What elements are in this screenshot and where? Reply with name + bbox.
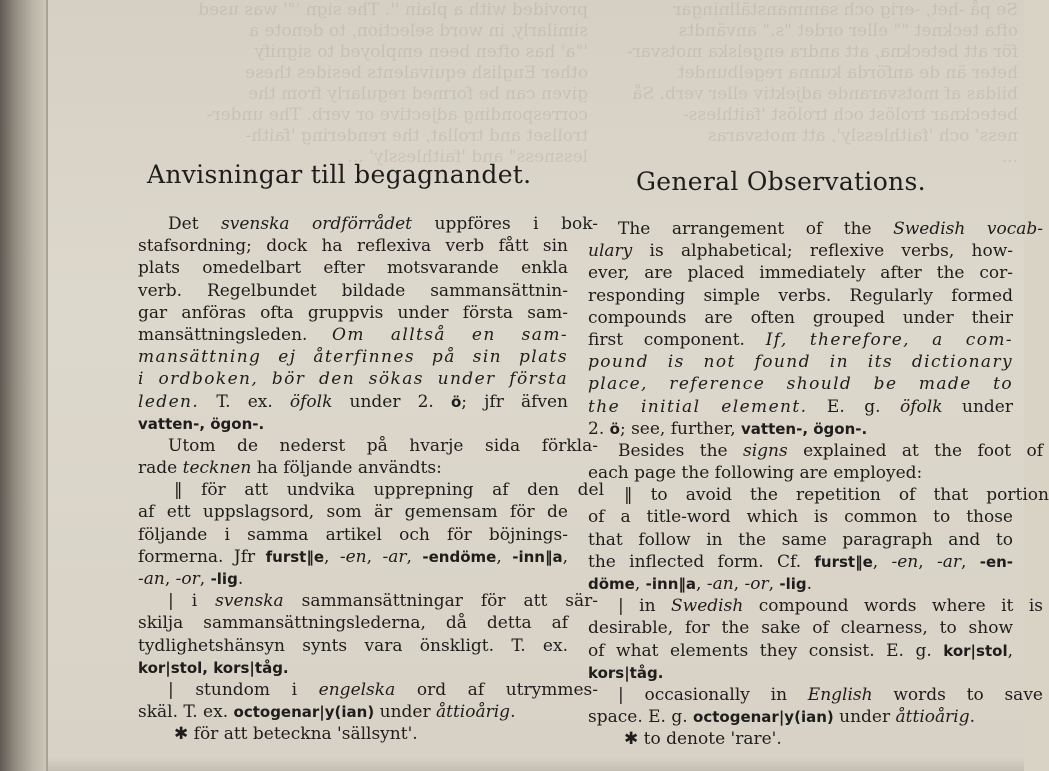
- text-run: ‖ för att undvika upprepning af den del: [174, 480, 604, 501]
- text-run: åttioårig: [436, 702, 511, 723]
- text-line: [138, 391, 568, 413]
- text-line: [138, 435, 598, 457]
- english-text: [588, 218, 1049, 751]
- text-line: [138, 501, 568, 523]
- text-run: svenska: [215, 591, 284, 612]
- text-run: desirable, for the sake of clearness, to show: [588, 618, 1013, 639]
- text-line: [138, 457, 568, 479]
- text-run: .: [969, 707, 975, 728]
- text-line: [588, 640, 1013, 662]
- text-run: octogenar|y(ian): [693, 708, 834, 727]
- text-run: ö: [609, 419, 620, 438]
- text-run: öfolk: [289, 391, 333, 412]
- text-run: ✱ to denote 'rare'.: [624, 729, 782, 750]
- text-run: that follow in the same paragraph and to: [588, 529, 1013, 550]
- text-run: leden.: [138, 391, 200, 412]
- text-line: [138, 368, 568, 390]
- text-run: ulary: [588, 241, 633, 262]
- text-run: ,: [1007, 640, 1013, 661]
- text-run: ,: [164, 569, 176, 589]
- text-run: | in: [618, 596, 672, 617]
- text-line: [138, 213, 598, 235]
- text-line: [138, 235, 568, 257]
- text-run: ,: [733, 574, 745, 594]
- show-through-line: corresponding adjective or verb. The under-: [206, 105, 588, 125]
- text-line: [588, 684, 1043, 706]
- text-run: ever, are placed immediately after the cor-: [588, 263, 1013, 284]
- text-line: [588, 551, 1013, 573]
- text-run: .: [510, 702, 516, 723]
- text-line: [138, 568, 568, 590]
- text-line: [588, 418, 1013, 440]
- text-line: [588, 240, 1013, 262]
- text-run: kor|stol: [943, 641, 1008, 660]
- text-run: följande i samma artikel och för böjnings-: [138, 524, 568, 545]
- text-run: kors|tåg.: [588, 663, 664, 682]
- show-through-line: similarly, in word selection, to denote a: [248, 21, 588, 41]
- show-through-line: lessness" and 'faithlessly' ...: [347, 147, 588, 167]
- text-run: skäl. T. ex.: [138, 702, 234, 723]
- text-run: sammansättningar för att sär-: [283, 591, 598, 612]
- text-run: .: [237, 569, 244, 589]
- text-run: Swedish: [671, 596, 744, 617]
- show-through-line: '"a' has often been employed to signify: [254, 42, 588, 62]
- text-run: Besides the: [618, 440, 743, 461]
- text-run: mansättningsleden.: [138, 324, 333, 345]
- show-through-line: given can be formed regularly from the: [248, 84, 588, 104]
- text-line: [138, 280, 568, 302]
- text-run: ,: [634, 574, 646, 594]
- text-line: [588, 462, 1013, 484]
- text-run: The arrangement of the: [618, 219, 894, 239]
- show-through-line: bildas af motsvarande adjektiv eller verb. Så: [632, 84, 1018, 104]
- text-run: is alphabetical; reflexive verbs, how-: [632, 241, 1013, 262]
- text-line: [138, 657, 568, 679]
- text-run: furst‖e: [814, 552, 873, 571]
- text-run: stafsordning; dock ha reflexiva verb fått sin: [138, 236, 568, 257]
- text-run: furst‖e: [265, 547, 324, 566]
- show-through-right: [588, 0, 1018, 167]
- text-run: Swedish vocab-: [893, 219, 1043, 239]
- text-run: ,: [562, 546, 568, 567]
- text-run: Utom de nederst på hvarje sida förkla-: [168, 435, 598, 456]
- text-run: uppföres i bok-: [412, 214, 598, 234]
- text-run: verb. Regelbundet bildade sammansättnin-: [138, 280, 568, 301]
- text-run: döme: [588, 575, 635, 593]
- text-run: ord af utrymmes-: [395, 679, 598, 700]
- text-run: signs: [743, 440, 788, 461]
- text-run: -inn‖a: [512, 547, 563, 566]
- show-through-line: för att beteckna, att andra engelska motsvar-: [626, 42, 1018, 62]
- text-run: first component.: [588, 329, 766, 350]
- text-run: -inn‖a: [645, 575, 697, 593]
- text-run: compounds are often grouped under their: [588, 307, 1013, 328]
- text-run: | occasionally in: [618, 684, 808, 705]
- text-line: [588, 218, 1043, 240]
- text-run: ö: [450, 392, 462, 411]
- dictionary-page: [48, 0, 1049, 771]
- text-line: [588, 329, 1013, 351]
- text-run: mansättning ej återfinnes på sin plats: [138, 347, 568, 368]
- text-line: [138, 590, 598, 612]
- text-run: kor|stol, kors|tåg.: [138, 658, 289, 677]
- text-run: engelska: [318, 679, 396, 700]
- text-run: formerna. Jfr: [138, 546, 266, 567]
- text-line: [138, 346, 568, 368]
- text-run: -lig: [210, 570, 238, 588]
- text-line: [588, 484, 1049, 506]
- text-line: [138, 524, 568, 546]
- text-run: tydlighetshänsyn synts vara önskligt. T. ex.: [138, 635, 568, 656]
- swedish-text: [138, 213, 604, 746]
- text-line: [588, 728, 1049, 750]
- text-line: [588, 396, 1013, 418]
- english-heading: General Observations.: [636, 167, 926, 196]
- text-line: [588, 351, 1013, 373]
- text-run: ,: [768, 574, 780, 594]
- text-run: -endöme: [422, 547, 497, 566]
- text-run: -en: [891, 551, 919, 572]
- text-line: [588, 373, 1013, 395]
- text-run: octogenar|y(ian): [233, 703, 375, 722]
- text-run: T. ex.: [199, 391, 290, 412]
- text-run: responding simple verbs. Regularly formed: [588, 285, 1013, 306]
- show-through-line: heter än de anförda kunna regelbundet: [677, 63, 1018, 83]
- text-run: ,: [324, 546, 340, 567]
- text-run: åttioårig: [895, 707, 970, 728]
- text-line: [588, 262, 1013, 284]
- text-run: .: [806, 574, 813, 594]
- text-run: tecknen: [182, 458, 252, 479]
- text-run: under: [942, 396, 1013, 417]
- text-run: space. E. g.: [588, 707, 694, 728]
- text-run: place, reference should be made to: [588, 374, 1013, 395]
- text-run: vatten-, ögon-.: [138, 414, 265, 433]
- text-run: pound is not found in its dictionary: [588, 352, 1013, 373]
- text-line: [138, 479, 604, 501]
- text-line: [588, 506, 1013, 528]
- text-run: ,: [366, 546, 383, 567]
- show-through-line: other English equivalents besides these: [244, 63, 588, 83]
- text-run: | i: [168, 591, 216, 612]
- text-run: -ar: [936, 551, 961, 572]
- text-line: [138, 635, 568, 657]
- page-shadow: [48, 757, 1024, 771]
- text-run: each page the following are employed:: [588, 463, 923, 484]
- text-run: ,: [696, 574, 707, 594]
- text-run: öfolk: [900, 396, 943, 417]
- text-run: ,: [961, 551, 980, 572]
- text-run: ,: [406, 546, 423, 567]
- text-run: of what elements they consist. E. g.: [588, 640, 944, 661]
- show-through-line: Se på -het, -erig och sammanställningar: [673, 0, 1018, 20]
- text-line: [138, 612, 568, 634]
- text-run: under: [833, 707, 896, 728]
- text-run: ; jfr äfven: [461, 391, 568, 412]
- show-through-line: provided with a plain ''. The sign '"' was used: [198, 0, 588, 20]
- text-line: [588, 440, 1043, 462]
- text-run: of a title-word which is common to those: [588, 507, 1013, 528]
- text-run: -or: [175, 569, 200, 589]
- text-run: -an: [706, 574, 734, 594]
- text-line: [138, 679, 598, 701]
- text-run: gar anföras ofta gruppvis under första sam-: [138, 302, 568, 323]
- text-line: [138, 324, 568, 346]
- text-run: If, therefore, a com-: [765, 329, 1013, 350]
- text-run: rade: [138, 458, 183, 479]
- show-through-line: ness' och 'faithlessly', att motsvaras: [707, 126, 1018, 146]
- book-gutter: [0, 0, 46, 771]
- text-run: plats omedelbart efter motsvarande enkla: [138, 258, 568, 279]
- text-run: ha följande användts:: [251, 458, 442, 479]
- text-run: -an: [138, 569, 165, 589]
- text-run: the inflected form. Cf.: [588, 551, 815, 572]
- text-line: [588, 662, 1013, 684]
- text-run: 2.: [588, 418, 610, 439]
- text-line: [588, 706, 1013, 728]
- text-run: | stundom i: [168, 679, 319, 700]
- text-line: [588, 573, 1013, 595]
- swedish-heading: Anvisningar till begagnandet.: [147, 160, 532, 189]
- text-run: ,: [918, 551, 937, 572]
- text-run: under: [374, 702, 436, 723]
- text-run: ‖ to avoid the repetition of that portion: [624, 485, 1049, 506]
- text-run: compound words where it is: [743, 596, 1043, 617]
- text-run: explained at the foot of: [787, 440, 1043, 461]
- show-through-left: [158, 0, 588, 167]
- text-run: ; see, further,: [619, 418, 741, 439]
- show-through-line: betecknar trolöst och trolöst 'faithless-: [682, 105, 1018, 125]
- text-run: svenska ordförrådet: [221, 214, 412, 234]
- text-run: E. g.: [807, 396, 901, 417]
- text-run: English: [807, 684, 873, 705]
- text-run: i ordboken, bör den sökas under första: [138, 369, 568, 390]
- text-line: [138, 413, 568, 435]
- text-run: Om alltså en sam-: [332, 324, 568, 345]
- text-run: -ar: [382, 546, 407, 567]
- text-line: [588, 529, 1013, 551]
- text-line: [138, 723, 604, 745]
- text-run: ,: [872, 551, 892, 572]
- text-line: [588, 617, 1013, 639]
- text-line: [138, 546, 568, 568]
- show-through-line: ...: [1001, 147, 1018, 167]
- text-run: -lig: [779, 575, 807, 593]
- text-run: ,: [199, 569, 211, 589]
- text-run: ✱ för att beteckna 'sällsynt'.: [174, 724, 418, 745]
- text-run: -en: [339, 546, 367, 567]
- text-line: [588, 307, 1013, 329]
- text-run: the initial element.: [588, 396, 808, 417]
- text-line: [588, 285, 1013, 307]
- text-run: words to save: [872, 684, 1043, 705]
- text-line: [138, 302, 568, 324]
- text-run: skilja sammansättningsledernа, då detta af: [138, 613, 568, 634]
- text-line: [138, 701, 568, 723]
- show-through-line: trollset and trollat, the rendering 'faith-: [245, 126, 588, 146]
- text-run: Det: [168, 214, 222, 234]
- text-run: ,: [496, 546, 513, 567]
- text-run: -or: [744, 574, 769, 594]
- text-run: vatten-, ögon-.: [741, 419, 868, 438]
- text-run: under 2.: [332, 391, 451, 412]
- show-through-line: ofta tecknet "" eller ordet "s." användts: [678, 21, 1018, 41]
- text-run: af ett uppslagsord, som är gemensam för de: [138, 502, 568, 523]
- text-line: [588, 595, 1043, 617]
- text-line: [138, 257, 568, 279]
- text-run: -en-: [979, 552, 1014, 571]
